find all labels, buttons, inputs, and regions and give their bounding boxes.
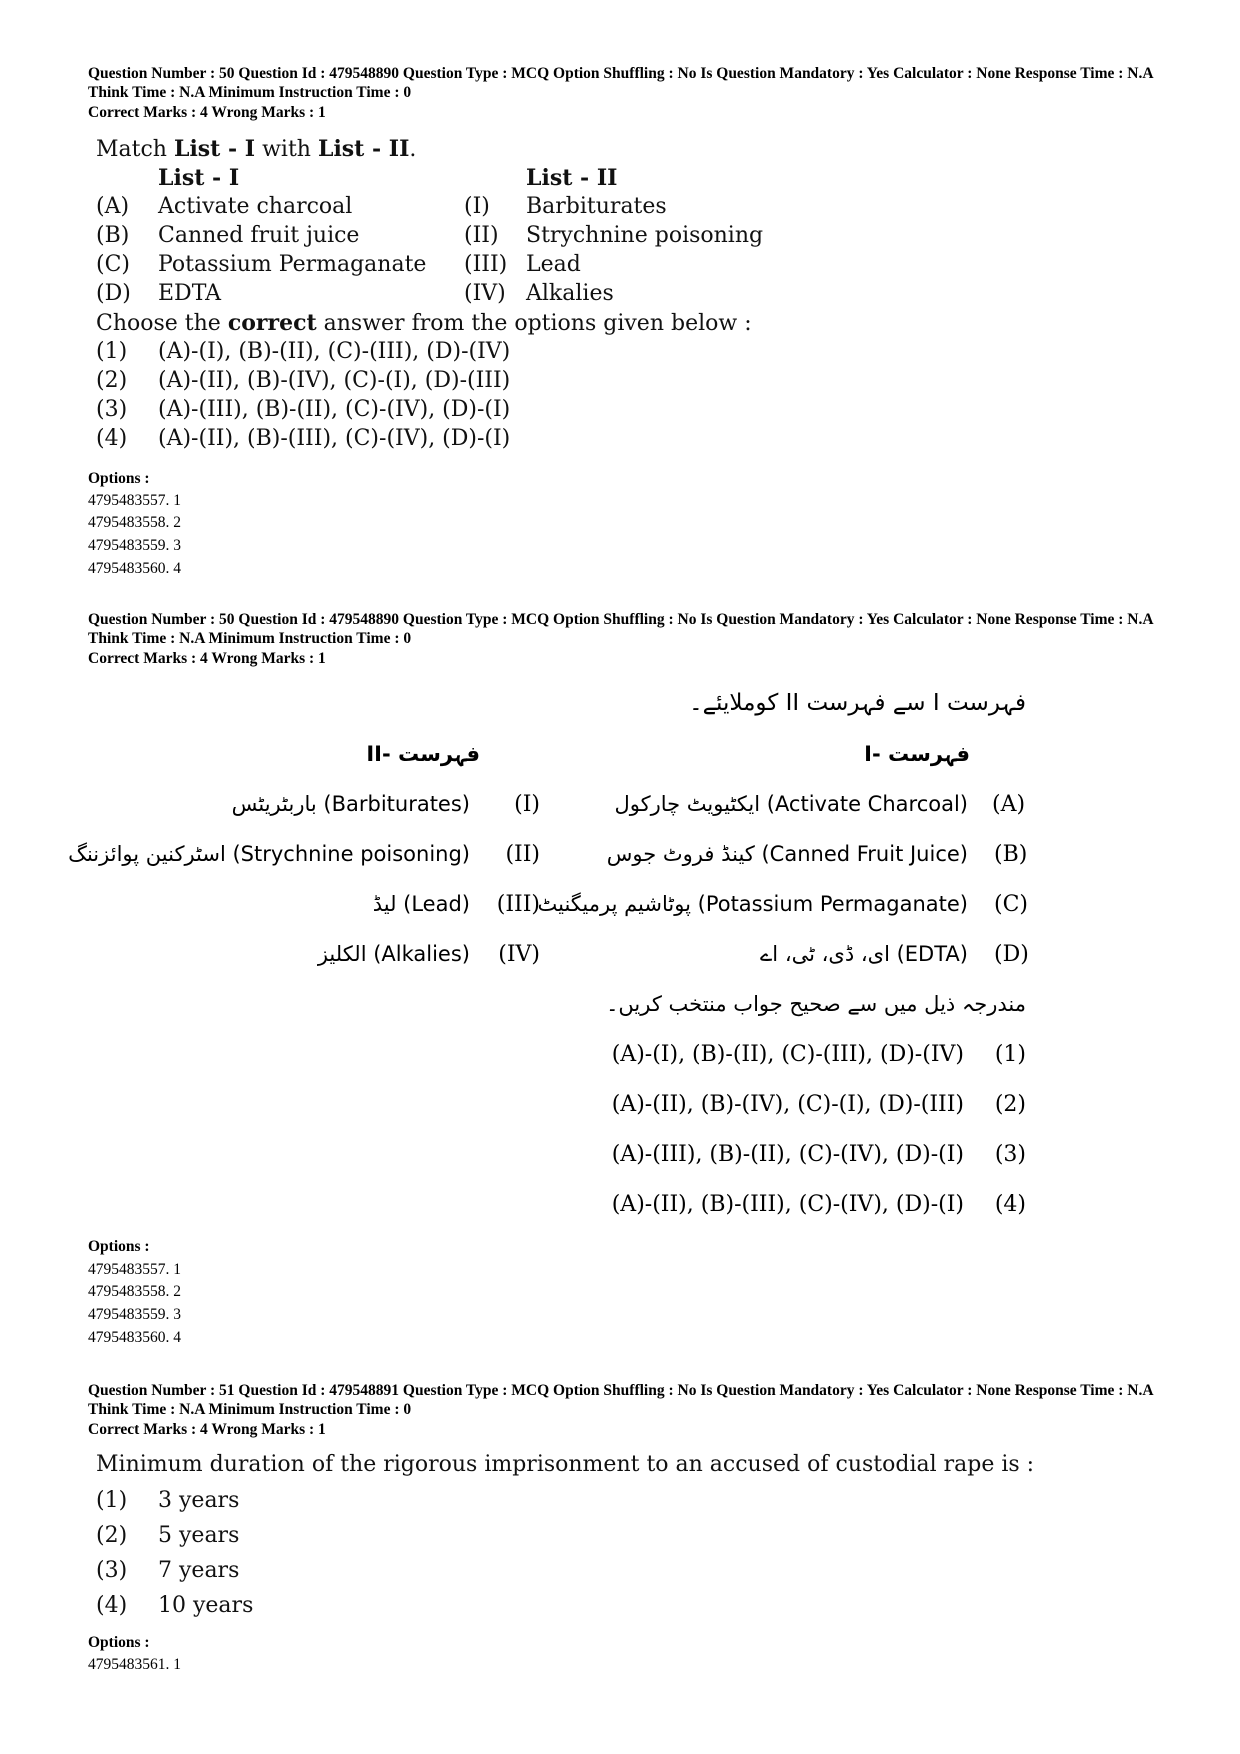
urdu-list2-item: (Alkalies) الکلیز xyxy=(317,942,470,966)
list2-header: List - II xyxy=(526,165,618,191)
answer-text: 7 years xyxy=(158,1558,240,1583)
row-label: (II) xyxy=(505,842,540,867)
answer-text: (A)-(III), (B)-(II), (C)-(IV), (D)-(I) xyxy=(611,1142,964,1167)
option-id: 4795483558. 2 xyxy=(88,1283,181,1300)
answer-number: (4) xyxy=(994,1192,1026,1217)
row-label: (III) xyxy=(464,252,508,277)
urdu-list2-header: فہرست -II xyxy=(366,742,480,766)
answer-text: 10 years xyxy=(158,1593,254,1618)
answer-text: 3 years xyxy=(158,1488,240,1513)
answer-number: (1) xyxy=(96,1488,128,1513)
marks-line: Correct Marks : 4 Wrong Marks : 1 xyxy=(88,1421,326,1438)
urdu-list1-header: فہرست -I xyxy=(864,742,970,766)
answer-number: (1) xyxy=(96,339,128,364)
urdu-intro: فہرست I سے فہرست II کوملایئے۔ xyxy=(689,690,1026,716)
option-id: 4795483557. 1 xyxy=(88,1261,181,1278)
list1-item: Canned fruit juice xyxy=(158,223,360,248)
answer-text: (A)-(I), (B)-(II), (C)-(III), (D)-(IV) xyxy=(158,339,511,364)
answer-number: (1) xyxy=(994,1042,1026,1067)
option-id: 4795483559. 3 xyxy=(88,537,181,554)
row-label: (B) xyxy=(994,842,1028,867)
option-id: 4795483561. 1 xyxy=(88,1656,181,1673)
answer-number: (3) xyxy=(96,1558,128,1583)
row-label: (C) xyxy=(994,892,1028,917)
list2-item: Strychnine poisoning xyxy=(526,223,764,248)
marks-line: Correct Marks : 4 Wrong Marks : 1 xyxy=(88,650,326,667)
urdu-list2-item: (Strychnine poisoning) اسٹرکنین پوائزننگ xyxy=(68,842,470,866)
answer-text: (A)-(II), (B)-(III), (C)-(IV), (D)-(I) xyxy=(611,1192,964,1217)
answer-text: 5 years xyxy=(158,1523,240,1548)
answer-number: (2) xyxy=(96,1523,128,1548)
answer-number: (3) xyxy=(96,397,128,422)
answer-text: (A)-(II), (B)-(IV), (C)-(I), (D)-(III) xyxy=(611,1092,964,1117)
row-label: (B) xyxy=(96,223,130,248)
answer-number: (2) xyxy=(994,1092,1026,1117)
list1-item: Potassium Permaganate xyxy=(158,252,427,277)
answer-text: (A)-(III), (B)-(II), (C)-(IV), (D)-(I) xyxy=(158,397,511,422)
question-text: Minimum duration of the rigorous imprisonment to an accused of custodial rape is : xyxy=(96,1452,1035,1477)
row-label: (II) xyxy=(464,223,499,248)
answer-number: (4) xyxy=(96,1593,128,1618)
row-label: (D) xyxy=(96,281,131,306)
answer-number: (2) xyxy=(96,368,128,393)
answer-number: (3) xyxy=(994,1142,1026,1167)
question-meta: Question Number : 50 Question Id : 479548890 Question Type : MCQ Option Shuffling : No Is Question Mandatory : Yes Calculator : None Response Time : N.A Think Time : N.A Minimum Instruction Time : 0 xyxy=(88,65,1153,101)
row-label: (C) xyxy=(96,252,130,277)
row-label: (IV) xyxy=(464,281,506,306)
row-label: (IV) xyxy=(498,942,540,967)
list1-header: List - I xyxy=(158,165,240,191)
urdu-list1-item: (Activate Charcoal) ایکٹیویٹ چارکول xyxy=(614,792,968,816)
urdu-list1-item: (Canned Fruit Juice) کینڈ فروٹ جوس xyxy=(606,842,968,866)
list2-item: Barbiturates xyxy=(526,194,667,219)
row-label: (A) xyxy=(992,792,1026,817)
urdu-list1-item: (Potassium Permaganate) پوٹاشیم پرمیگنیٹ xyxy=(537,892,968,916)
options-label: Options : xyxy=(88,1634,150,1651)
list2-item: Lead xyxy=(526,252,581,277)
question-intro: Match List - I with List - II. xyxy=(96,136,417,162)
option-id: 4795483560. 4 xyxy=(88,560,181,577)
question-meta: Question Number : 51 Question Id : 479548891 Question Type : MCQ Option Shuffling : No Is Question Mandatory : Yes Calculator : None Response Time : N.A Think Time : N.A Minimum Instruction Time : 0 xyxy=(88,1382,1153,1418)
row-label: (I) xyxy=(514,792,540,817)
row-label: (I) xyxy=(464,194,490,219)
answer-text: (A)-(II), (B)-(IV), (C)-(I), (D)-(III) xyxy=(158,368,511,393)
row-label: (A) xyxy=(96,194,130,219)
list1-item: EDTA xyxy=(158,281,222,306)
list2-item: Alkalies xyxy=(526,281,614,306)
row-label: (III) xyxy=(496,892,540,917)
row-label: (D) xyxy=(994,942,1029,967)
answer-number: (4) xyxy=(96,426,128,451)
urdu-choose-instruction: مندرجہ ذیل میں سے صحیح جواب منتخب کریں۔ xyxy=(606,992,1026,1016)
option-id: 4795483560. 4 xyxy=(88,1329,181,1346)
answer-text: (A)-(I), (B)-(II), (C)-(III), (D)-(IV) xyxy=(611,1042,964,1067)
options-label: Options : xyxy=(88,470,150,487)
answer-text: (A)-(II), (B)-(III), (C)-(IV), (D)-(I) xyxy=(158,426,511,451)
urdu-list2-item: (Lead) لیڈ xyxy=(372,892,470,916)
options-label: Options : xyxy=(88,1238,150,1255)
choose-instruction: Choose the correct answer from the options given below : xyxy=(96,310,752,336)
marks-line: Correct Marks : 4 Wrong Marks : 1 xyxy=(88,104,326,121)
list1-item: Activate charcoal xyxy=(158,194,353,219)
option-id: 4795483558. 2 xyxy=(88,514,181,531)
urdu-list2-item: (Barbiturates) باربٹریٹس xyxy=(231,792,470,816)
question-meta: Question Number : 50 Question Id : 479548890 Question Type : MCQ Option Shuffling : No Is Question Mandatory : Yes Calculator : None Response Time : N.A Think Time : N.A Minimum Instruction Time : 0 xyxy=(88,611,1153,647)
urdu-list1-item: (EDTA) ای، ڈی، ٹی، اے xyxy=(760,942,968,966)
option-id: 4795483559. 3 xyxy=(88,1306,181,1323)
option-id: 4795483557. 1 xyxy=(88,492,181,509)
